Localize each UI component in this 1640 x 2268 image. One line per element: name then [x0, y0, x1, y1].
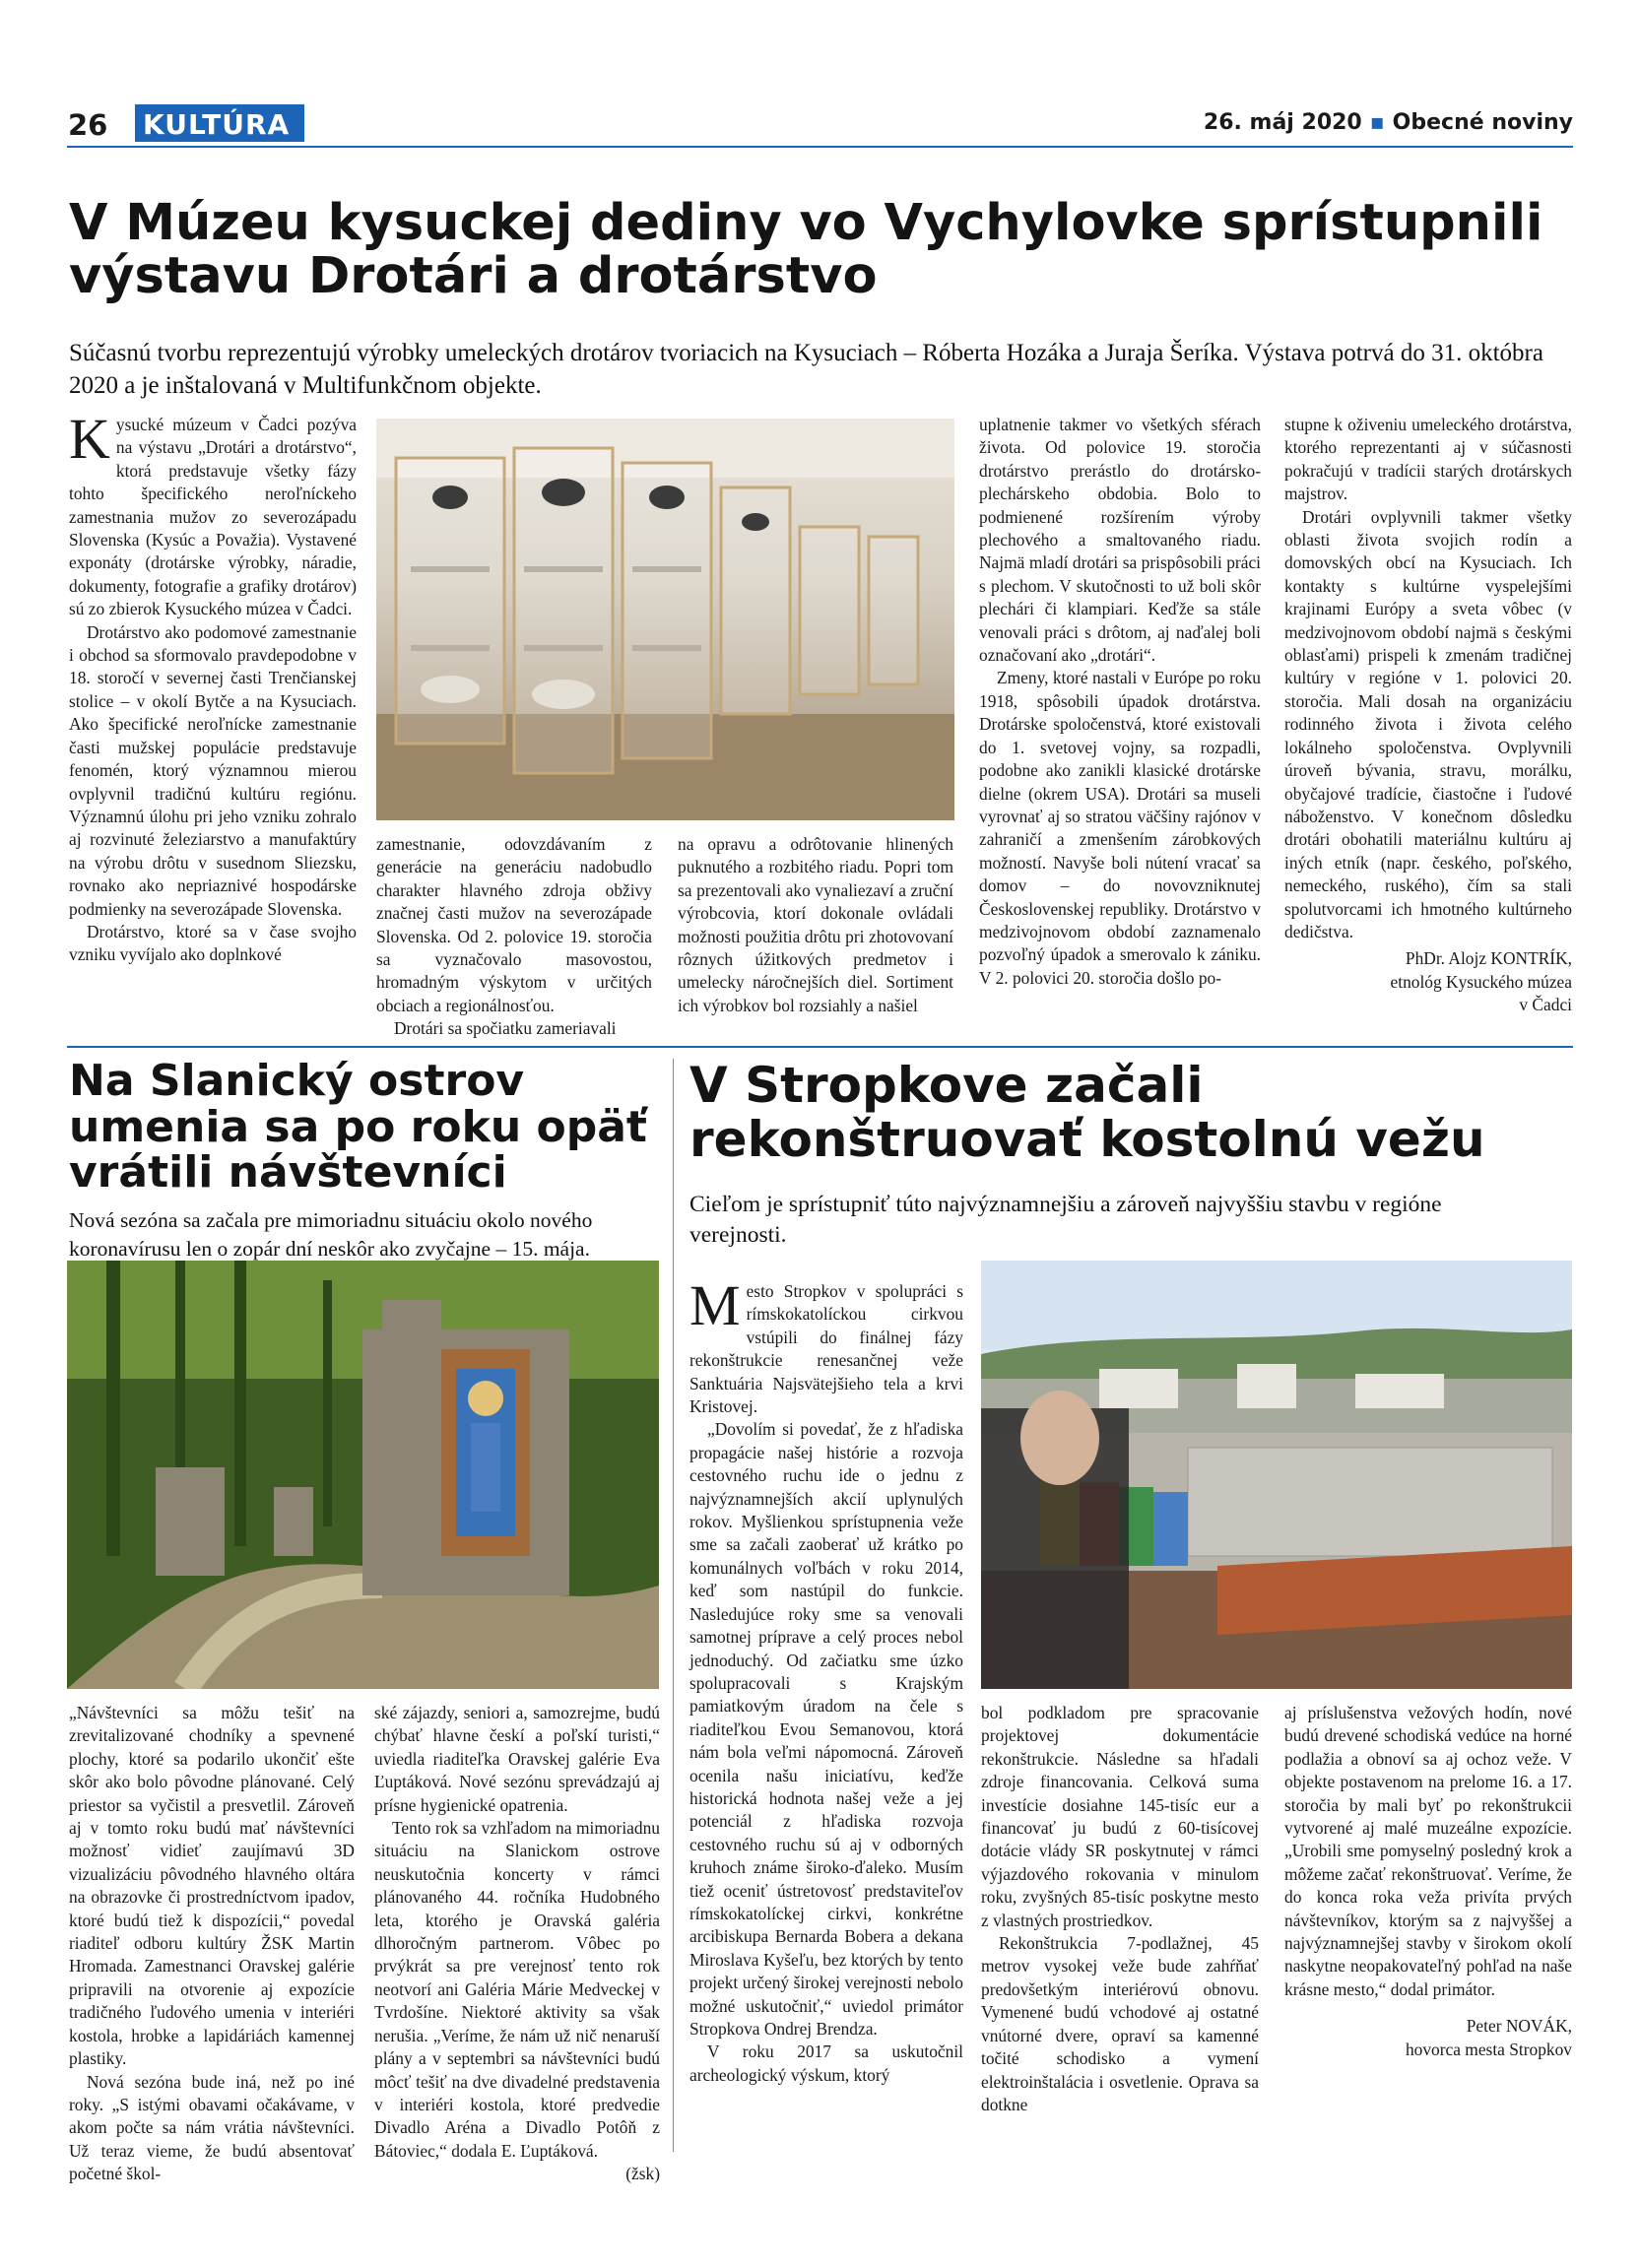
article3-headline-line2: rekonštruovať kostolnú vežu	[689, 1111, 1485, 1168]
article3-author: Peter NOVÁK,	[1466, 2016, 1572, 2037]
article3-headline	[689, 1059, 1576, 1167]
museum-exhibition-photo	[376, 419, 954, 820]
article3-headline-line1: V Stropkove začali	[689, 1057, 1204, 1114]
article3-column-3	[1284, 1702, 1572, 2061]
issue-info	[1204, 110, 1573, 135]
article3-lead: Cieľom je sprístupniť túto najvýznamnejšiu a zároveň najvyššiu stavbu v regióne verejnosti.	[689, 1192, 1442, 1249]
article2-headline-line2: umenia sa po roku opäť	[69, 1101, 647, 1152]
article3-author-role: hovorca mesta Stropkov	[1405, 2039, 1572, 2059]
article1-column-5	[1284, 414, 1572, 1017]
article1-headline-line1: V Múzeu kysuckej dediny vo Vychylovke sprístupnili	[69, 194, 1543, 252]
museum-photo-illustration	[376, 419, 954, 820]
article1-author-role2: v Čadci	[1519, 995, 1572, 1015]
article2-headline-line3: vrátili návštevníci	[69, 1147, 507, 1199]
column-divider	[673, 1059, 674, 2152]
stropkov-town-photo	[981, 1261, 1572, 1689]
section-tag: KULTÚRA	[135, 104, 304, 142]
article1-col4-p1: uplatnenie takmer vo všetkých sférach života. Od polovice 19. storočia drotárstvo prerástlo do drotársko-plechárskeho obdobia. Bolo to podmienené rozšírením výroby plechového a smaltovaného riadu. Najmä mladí drotári sa prispôsobili práci s plechom. V skutočnosti to už boli skôr plechári či klampiari. Keďže sa stále venovali práci s drôtom, aj naďalej boli označovaní ako „drotári“.	[979, 415, 1261, 666]
article2-col1-p2: Nová sezóna bude iná, než po iné roky. „S istými obavami očakávame, v akom počte sa nám vrátia návštevníci. Už teraz vieme, že budú absentovať početné škol-	[69, 2071, 355, 2184]
article2-column-2	[374, 1702, 660, 2186]
article1-p1	[69, 407, 357, 621]
article1-col2-p1: zamestnanie, odovzdávaním z generácie na generáciu nadobudlo charakter hlavného zdroja obživy značnej časti mužov na severozápade Slovenska. Od 2. polovice 19. storočia sa vyznačovalo masovostou, hromadným výskytom v určitých obciach a regionálnosťou.	[376, 834, 652, 1015]
publication-name: Obecné noviny	[1392, 110, 1573, 135]
slanicky-island-photo	[67, 1261, 659, 1689]
article2-column-1	[69, 1702, 355, 2186]
article1-p1-text: ysucké múzeum v Čadci pozýva na výstavu „Drotári a drotárstvo“, ktorá predstavuje všetky fázy tohto špecifického neroľníckeho zamestnania mužov zo severozápadu Slovenska (Kysúc a Považia). Vystavené exponáty (drotárske výrobky, náradie, dokumenty, fotografie a grafiky drotárov) sú zo zbierok Kysuckého múzea v Čadci.	[69, 415, 357, 619]
park-photo-illustration	[67, 1261, 659, 1689]
article3-col3-p1: aj príslušenstva vežových hodín, nové budú drevené schodiská vedúce na horné podlažia a obnoví sa aj ochoz veže. V objekte postavenom na prelome 16. a 17. storočia by mali byť po rekonštrukcii vytvorené aj malé muzeálne expozície. „Urobili sme pomyselný posledný krok a môžeme začať rekonštruovať. Veríme, že do konca roka veža privíta prvých návštevníkov, ktorým sa z najvyššej a najvýznamnejšej stavby v širokom okolí naskytne neopakovateľný pohľad na naše krásne mesto,“ dodal primátor.	[1284, 1703, 1572, 1999]
article1-col5-p1: stupne k oživeniu umeleckého drotárstva, ktorého reprezentanti aj v súčasnosti pokračujú v tradícii starých drotárskych majstrov.	[1284, 415, 1572, 504]
article2-headline	[69, 1056, 660, 1199]
article1-column-1	[69, 407, 357, 967]
article2-col2-p2: Tento rok sa vzhľadom na mimoriadnu situáciu na Slanickom ostrove neuskutočnia koncerty v rámci plánovaného 44. ročníka Hudobného leta, ktorého je Oravská galéria dlhoročným partnerom. Vôbec po prvýkrát sa pre verejnosť tento rok neotvorí ani Galéria Márie Medveckej v Tvrdošíne. Niektoré aktivity sa však nerušia. „Veríme, že nám už nič nenaruší plány a v septembri sa návštevníci budú môcť tešiť na dve divadelné predstavenia v interiéri kostola, ktoré predvedie Divadlo Aréna a Divadlo Potôň z Bátoviec,“ dodala E. Ľuptáková.	[374, 1818, 660, 2161]
article3-column-1	[689, 1273, 963, 2087]
article3-col2-p2: Rekonštrukcia 7-podlažnej, 45 metrov vysokej veže bude zahŕňať predovšetkým interiérovú obnovu. Vymenené budú vchodové aj ostatné vnútorné dvere, opraví sa kamenné točité schodisko a vymení elektroinštalácia i osvetlenie. Oprava sa dotkne	[981, 1933, 1259, 2114]
article1-col4-p2: Zmeny, ktoré nastali v Európe po roku 1918, spôsobili úpadok drotárstva. Drotárske spoločenstvá, ktoré existovali do 1. svetovej vojny, sa rozpadli, podobne ako zanikli klasické drotárske dielne (okrem USA). Drotári sa museli vyrovnať aj so stratou väčšiny rajónov v zahraničí a zmenšením zárobkových možností. Navyše boli nútení vracať sa domov – do novovzniknutej Československej republiky. Drotárstvo v medzivojnovom období zaznamenalo pozvoľný úpadok a smerovalo k zániku. V 2. polovici 20. storočia došlo po-	[979, 668, 1261, 988]
town-photo-illustration	[981, 1261, 1572, 1689]
article1-lead: Súčasnú tvorbu reprezentujú výrobky umeleckých drotárov tvoriacich na Kysuciach – Róberta Hozáka a Juraja Šeríka. Výstava potrvá do 31. októbra 2020 a je inštalovaná v Multifunkčnom objekte.	[69, 340, 1543, 400]
article1-dropcap: K	[69, 407, 110, 471]
article1-column-4	[979, 414, 1261, 990]
article1-col2-p2: Drotári sa spočiatku zameriavali	[394, 1018, 617, 1039]
article1-headline-line2: výstavu Drotári a drotárstvo	[69, 246, 878, 305]
article1-col3-p1: na opravu a odrôtovanie hlinených puknutého a rozbitého riadu. Popri tom sa prezentovali ako vynaliezaví a zruční výrobcovia, ktorí dokonale ovládali možnosti použitia drôtu pri zhotovovaní rôznych úžitkových predmetov i umelecky náročnejších diel. Sortiment ich výrobkov bol rozsiahly a našiel	[678, 834, 953, 1015]
article2-col2-p1: ské zájazdy, seniori a, samozrejme, budú chýbať hlavne českí a poľskí turisti,“ uviedla riaditeľka Oravskej galérie Eva Ľuptáková. Nové sezónu sprevádzajú aj prísne hygienické opatrenia.	[374, 1703, 660, 1815]
article3-col1-p3: V roku 2017 sa uskutočnil archeologický výskum, ktorý	[689, 2041, 963, 2085]
article2-col1-p1: „Návštevníci sa môžu tešiť na zrevitalizované chodníky a spevnené plochy, ktoré sa podarilo ukončiť ešte skôr ako bolo pôvodne plánované. Celý priestor sa vyčistil a presvetlil. Zároveň aj v tomto roku budú mať návštevníci možnosť vidieť zaujímavú 3D vizualizáciu pôvodného hlavného oltára na obrazovke či prostredníctvom ipadov, ktoré budú tiež k dispozícii,“ povedal riaditeľ odboru kultúry ŽSK Martin Hromada. Zamestnanci Oravskej galérie pripravili na otvorenie aj expozície tradičného ľudového umenia v interiéri kostola, hrobke a lapidáriách kamennej plastiky.	[69, 1703, 355, 2069]
article1-author: PhDr. Alojz KONTRÍK,	[1405, 948, 1572, 969]
article3-col1-p1	[689, 1273, 963, 1418]
article3-col1-p1-text: esto Stropkov v spolupráci s rímskokatolíckou cirkvou vstúpili do finálnej fázy rekonštrukcie renesančnej veže Sanktuária Najsvätejšieho tela a krvi Kristovej.	[689, 1281, 963, 1417]
article1-col5-p2: Drotári ovplyvnili takmer všetky oblasti života svojich rodín a domovských obcí na Kysuciach. Ich kontakty s kultúrne vyspelejšími krajinami Európy a sveta vôbec (v medzivojnovom období najmä s českými oblasťami) prispeli k zmenám tradičnej kultúry v regióne v 1. polovici 20. storočia. Mali dosah na organizáciu rodinného života i života celého lokálneho spoločenstva. Ovplyvnili úroveň bývania, stravu, morálku, obyčajové tradície, čiastočne i ľudové náboženstvo. V konečnom dôsledku drotári obohatili materiálnu kultúru aj iných etník (napr. českého, poľského, nemeckého, ruského), čím sa stali spolutvorcami ich hmotného kultúrneho dedičstva.	[1284, 506, 1572, 941]
article3-col2-p1: bol podkladom pre spracovanie projektovej dokumentácie rekonštrukcie. Následne sa hľadali zdroje financovania. Celková suma investície dosiahne 145-tisíc eur a financovať ju budú z 60-tisícovej dotácie vlády SR poskytnutej v rámci výjazdového rokovania v minulom roku, zvyšných 85-tisíc poskytne mesto z vlastných prostriedkov.	[981, 1703, 1259, 1930]
article1-p2: Drotárstvo ako podomové zamestnanie i obchod sa sformovalo pravdepodobne v 18. storočí v severnej časti Trenčianskej stolice – v okolí Bytče a na Kysuciach. Ako špecifické neroľnícke zamestnanie časti mužskej populácie predstavuje fenomén, ktorý významnou mierou ovplyvnil tradičnú kultúru regiónu. Významnú úlohu pri jeho vzniku zohralo aj rozvinuté železiarstvo a manufaktúry na výrobu drôtu v susednom Sliezsku, rovnako ako nepriaznivé hospodárske podmienky na severozápade Slovenska.	[69, 621, 357, 919]
article1-p3: Drotárstvo, ktoré sa v čase svojho vzniku vyvíjalo ako doplnkové	[69, 921, 357, 965]
section-divider	[67, 1046, 1573, 1048]
separator-dot: ▪	[1369, 110, 1385, 135]
article1-column-3	[678, 833, 953, 1017]
article1-column-2	[376, 833, 652, 1041]
article3-col1-p2: „Dovolím si povedať, že z hľadiska propagácie našej histórie a rozvoja cestovného ruchu ide o jednu z najvýznamnejších akcií uplynulých rokov. Myšlienkou sprístupnenia veže sme sa začali zaoberať už krátko po komunálnych voľbách v roku 2014, keď som nastúpil do funkcie. Nasledujúce roky sme sa venovali samotnej príprave a celý proces nebol jednoduchý. Od začiatku sme úzko spolupracovali s Krajským pamiatkovým úradom na čele s riaditeľkou Evou Semanovou, ktorá nám bola veľmi nápomocná. Zároveň ocenila našu iniciatívu, keďže historická hodnota našej veže a jej potenciál z hľadiska rozvoja cestovného ruchu sú aj v odborných kruhoch známe široko-ďaleko. Musím tiež oceniť ústretovosť predstaviteľov rímskokatolíckej cirkvi, konkrétne arcibiskupa Bernarda Bobera a dekana Miroslava Kyšeľu, bez ktorých by tento projekt určený širokej verejnosti nebolo možné uskutočniť,“ uviedol primátor Stropkova Ondrej Brendza.	[689, 1419, 963, 2039]
article1-author-role1: etnológ Kysuckého múzea	[1390, 971, 1572, 992]
article2-lead: Nová sezóna sa začala pre mimoriadnu situáciu okolo nového koronavírusu len o zopár dní neskôr ako zvyčajne – 15. mája.	[69, 1208, 593, 1262]
issue-date: 26. máj 2020	[1203, 110, 1362, 135]
page-number: 26	[68, 108, 108, 142]
article2-headline-line1: Na Slanický ostrov	[69, 1056, 525, 1106]
header-rule	[67, 146, 1573, 148]
article3-dropcap: M	[689, 1273, 741, 1337]
article1-headline	[69, 194, 1586, 305]
article2-signature: (žsk)	[625, 2164, 660, 2184]
article3-column-2	[981, 1702, 1259, 2116]
